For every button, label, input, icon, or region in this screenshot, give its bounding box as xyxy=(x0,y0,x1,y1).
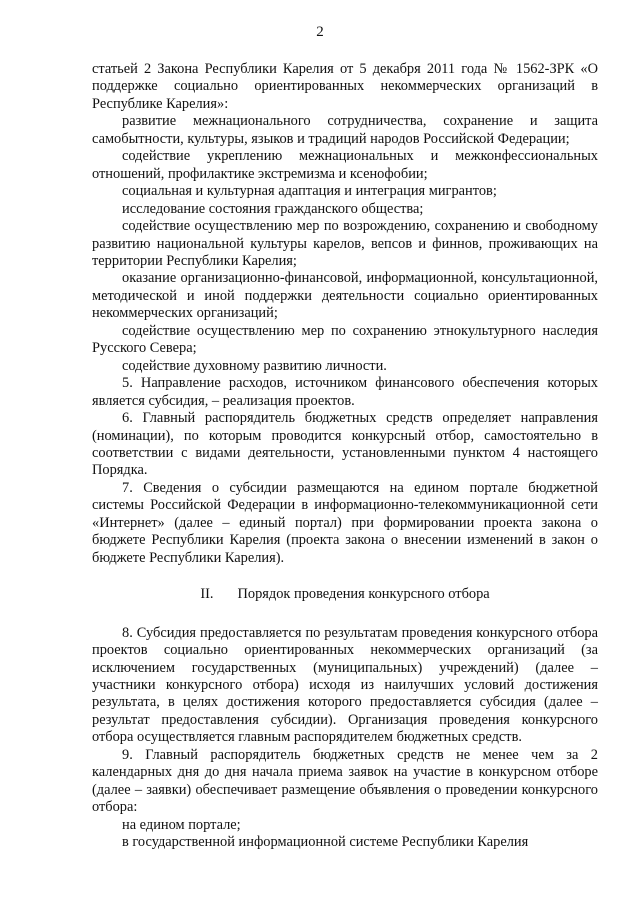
paragraph-clause-8: 8. Субсидия предоставляется по результатам проведения конкурсного отбора проектов социально ориентированных некоммерческих организаций (за исключением государственных (муниципальных) учреждений) (далее – участники конкурсного отбора) исходя из наилучших условий достижения результата, в целях достижения которого предоставляется субсидия (далее – результат предоставления субсидии). Организация проведения конкурсного отбора осуществляется главным распорядителем бюджетных средств. xyxy=(92,624,598,746)
document-body xyxy=(92,61,598,851)
paragraph-clause-5: 5. Направление расходов, источником финансового обеспечения которых является субсидия, – реализация проектов. xyxy=(92,375,598,409)
paragraph-list-item: оказание организационно-финансовой, информационной, консультационной, методической и иной поддержки деятельности социально ориентированных некоммерческих организаций; xyxy=(92,270,598,322)
paragraph-list-item: исследование состояния гражданского общества; xyxy=(122,200,424,217)
section-number: II. xyxy=(200,586,214,603)
paragraph-list-item: в государственной информационной системе Республики Карелия xyxy=(122,834,529,851)
paragraph-list-item: содействие духовному развитию личности. xyxy=(122,357,387,374)
paragraph-continuation: статьей 2 Закона Республики Карелия от 5 декабря 2011 года № 1562-ЗРК «О поддержке социально ориентированных некоммерческих организаций в Республике Карелия»: xyxy=(92,61,598,112)
paragraph-list-item: на едином портале; xyxy=(122,816,241,833)
paragraph-list-item: содействие укреплению межнациональных и межконфессиональных отношений, профилактике экстремизма и ксенофобии; xyxy=(92,148,598,182)
section-heading xyxy=(92,586,598,603)
section-title: Порядок проведения конкурсного отбора xyxy=(237,586,490,603)
paragraph-clause-6: 6. Главный распорядитель бюджетных средств определяет направления (номинации), по которым проводится конкурсный отбор, самостоятельно в соответствии с видами деятельности, установленными пунктом 4 настоящего Порядка. xyxy=(92,410,598,479)
paragraph-list-item: социальная и культурная адаптация и интеграция мигрантов; xyxy=(122,183,497,200)
paragraph-clause-9: 9. Главный распорядитель бюджетных средств не менее чем за 2 календарных дня до дня начала приема заявок на участие в конкурсном отборе (далее – заявки) обеспечивает размещение объявления о проведении конкурсного отбора: xyxy=(92,746,598,816)
paragraph-list-item: содействие осуществлению мер по возрождению, сохранению и свободному развитию национальной культуры карелов, вепсов и финнов, проживающих на территории Республики Карелия; xyxy=(92,218,598,269)
paragraph-clause-7: 7. Сведения о субсидии размещаются на едином портале бюджетной системы Российской Федерации в информационно-телекоммуникационной сети «Интернет» (далее – единый портал) при формировании проекта закона о бюджете Республики Карелия (проекта закона о внесении изменений в закон о бюджете Республики Карелия). xyxy=(92,479,598,566)
paragraph-list-item: содействие осуществлению мер по сохранению этнокультурного наследия Русского Севера; xyxy=(92,322,598,357)
paragraph-list-item: развитие межнационального сотрудничества, сохранение и защита самобытности, культуры, языков и традиций народов Российской Федерации; xyxy=(92,113,598,147)
page-number: 2 xyxy=(316,24,324,40)
